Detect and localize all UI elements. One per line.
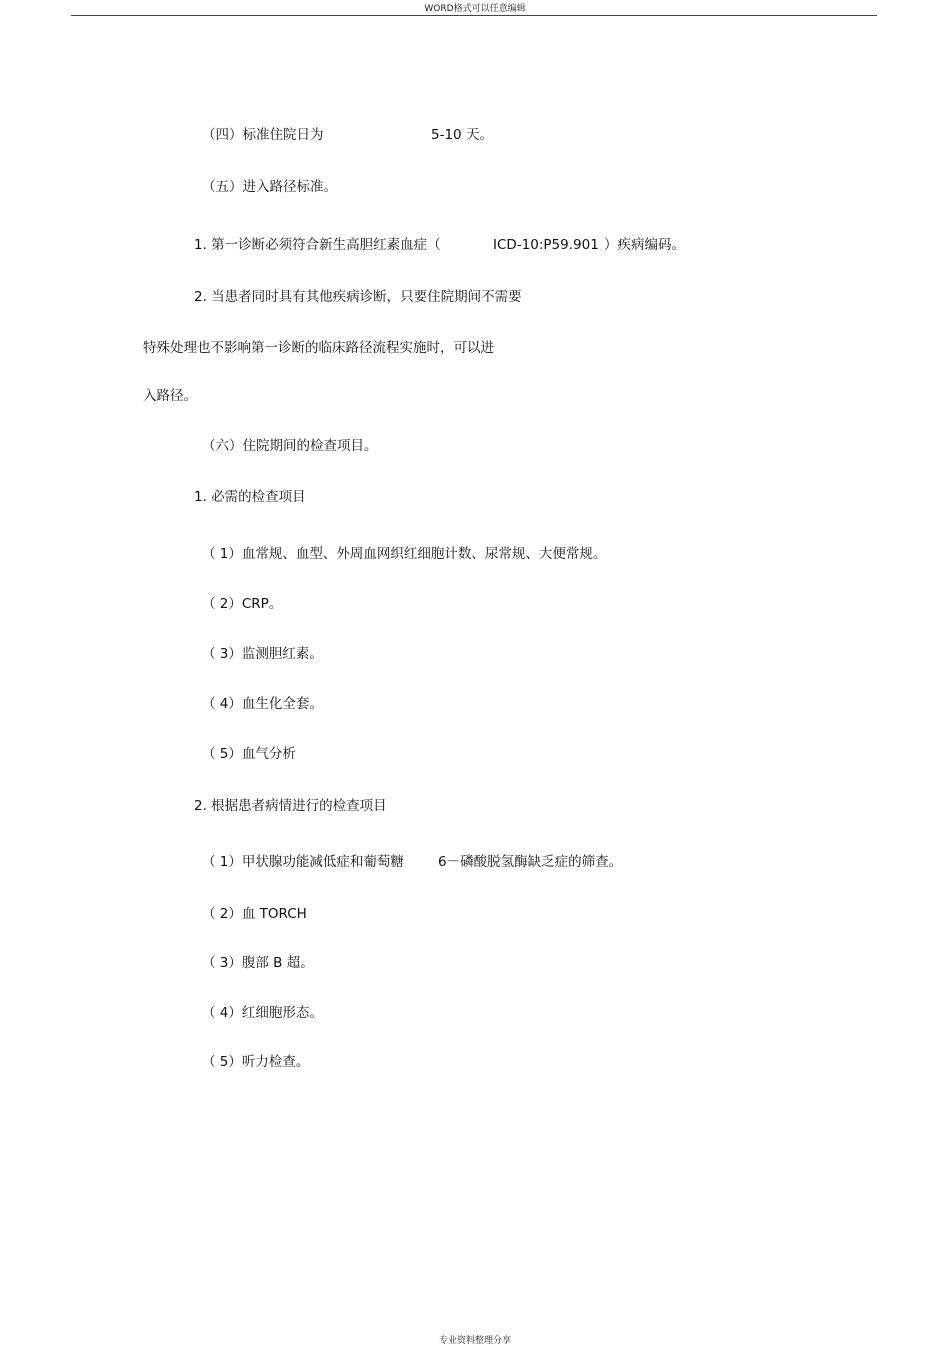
required-check-2: （ 2）CRP。 [202, 596, 283, 612]
required-checks-heading: 1. 必需的检查项目 [194, 489, 306, 505]
section-6-heading: （六）住院期间的检查项目。 [202, 438, 378, 454]
item-1-text: 1. 第一诊断必须符合新生高胆红素血症（ [194, 237, 441, 253]
required-check-4: （ 4）血生化全套。 [202, 696, 323, 712]
optional-check-3: （ 3）腹部 B 超。 [202, 955, 314, 971]
section-5-heading: （五）进入路径标准。 [202, 179, 337, 195]
section-5-item-2-end: 入路径。 [143, 388, 197, 404]
required-check-1: （ 1）血常规、血型、外周血网织红细胞计数、尿常规、大便常规。 [202, 546, 607, 562]
page-footer: 专业资料整理分享 [438, 1336, 511, 1346]
optional-checks-heading: 2. 根据患者病情进行的检查项目 [194, 798, 387, 814]
optional-check-2: （ 2）血 TORCH [202, 906, 307, 922]
required-check-3: （ 3）监测胆红素。 [202, 646, 323, 662]
optional-check-1-text: （ 1）甲状腺功能减低症和葡萄糖 [202, 854, 404, 870]
icd-code: ICD-10:P59.901 [493, 237, 599, 253]
required-check-5: （ 5）血气分析 [202, 746, 296, 762]
section-5-item-2-cont: 特殊处理也不影响第一诊断的临床路径流程实施时，可以进 [143, 340, 494, 356]
header-rule [71, 15, 877, 16]
optional-check-5: （ 5）听力检查。 [202, 1054, 310, 1070]
optional-check-1-rest: 6－磷酸脱氢酶缺乏症的筛查。 [438, 854, 623, 870]
section-4-days: 5-10 天。 [431, 127, 493, 143]
section-5-item-2: 2. 当患者同时具有其他疾病诊断，只要住院期间不需要 [194, 289, 522, 305]
page-header: WORD格式可以任意编辑 [424, 4, 526, 14]
section-4-text: （四）标准住院日为 [202, 127, 324, 143]
item-1-suffix: ）疾病编码。 [604, 237, 685, 253]
optional-check-4: （ 4）红细胞形态。 [202, 1005, 323, 1021]
